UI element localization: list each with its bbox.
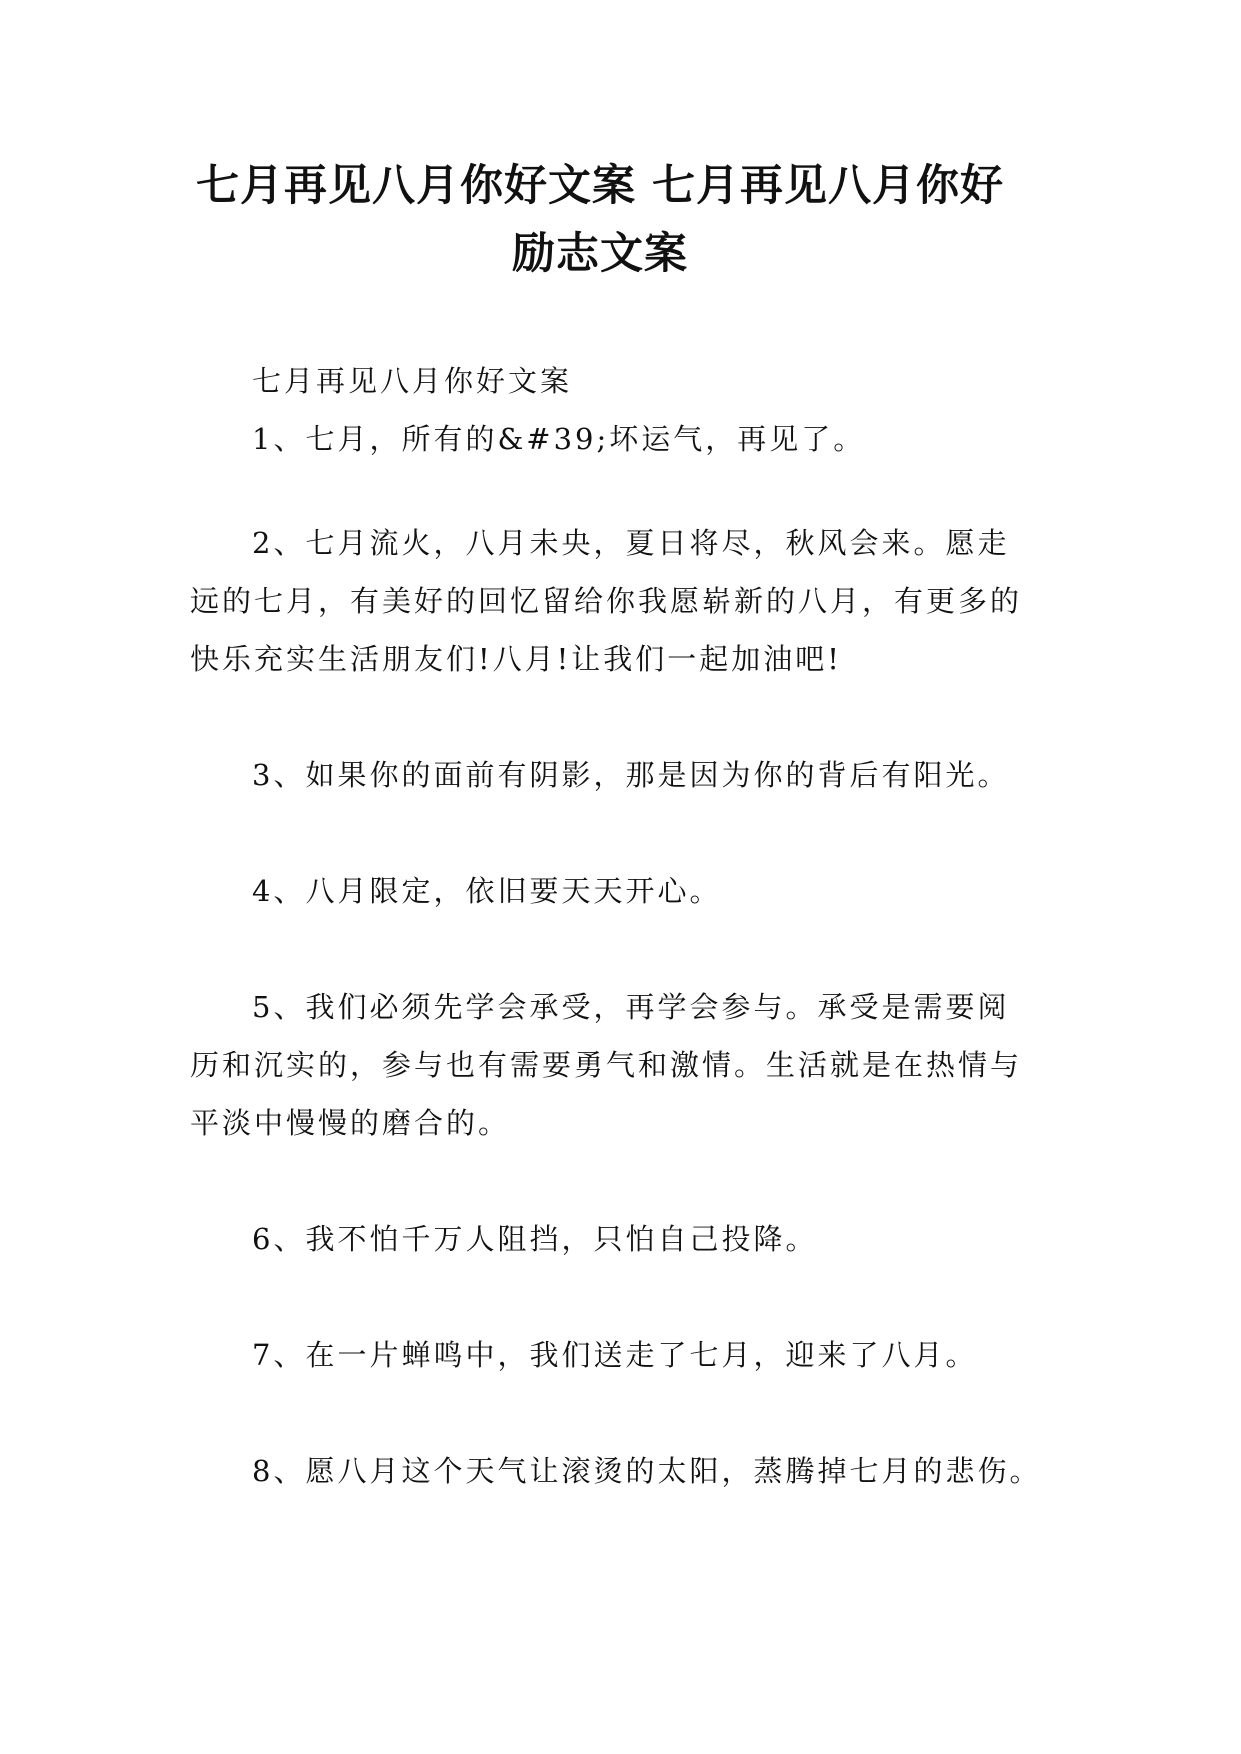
- item-6-line-1: 6、我不怕千万人阻挡，只怕自己投降。: [252, 1222, 818, 1256]
- item-2-line-3: 快乐充实生活朋友们!八月!让我们一起加油吧!: [190, 642, 842, 676]
- item-2-line-2: 远的七月，有美好的回忆留给你我愿崭新的八月，有更多的: [190, 584, 1023, 618]
- section-subheading: 七月再见八月你好文案: [252, 364, 573, 398]
- list-item-4: [190, 862, 1060, 920]
- item-3-line-1: 3、如果你的面前有阴影，那是因为你的背后有阳光。: [252, 758, 1010, 792]
- list-item-2: [190, 514, 1060, 688]
- item-7-line-1: 7、在一片蝉鸣中，我们送走了七月，迎来了八月。: [252, 1338, 978, 1372]
- item-5-line-1: 5、我们必须先学会承受，再学会参与。承受是需要阅: [252, 990, 1010, 1024]
- title-line-2: 励志文案: [512, 229, 688, 279]
- item-8-line-1: 8、愿八月这个天气让滚烫的太阳，蒸腾掉七月的悲伤。: [252, 1454, 1042, 1488]
- list-item-1: [190, 410, 1060, 468]
- item-4-line-1: 4、八月限定，依旧要天天开心。: [252, 874, 722, 908]
- list-item-8: [190, 1442, 1060, 1500]
- list-item-7: [190, 1326, 1060, 1384]
- item-2-line-1: 2、七月流火，八月未央，夏日将尽，秋风会来。愿走: [252, 526, 1010, 560]
- document-title: [150, 152, 1050, 288]
- item-5-line-2: 历和沉实的，参与也有需要勇气和激情。生活就是在热情与: [190, 1048, 1023, 1082]
- item-1-line-1: 1、七月，所有的&#39;坏运气，再见了。: [252, 422, 866, 456]
- list-item-3: [190, 746, 1060, 804]
- document-body: [190, 352, 1060, 1558]
- list-item-6: [190, 1210, 1060, 1268]
- list-item-5: [190, 978, 1060, 1152]
- title-line-1: 七月再见八月你好文案 七月再见八月你好: [196, 161, 1004, 211]
- item-5-line-3: 平淡中慢慢的磨合的。: [190, 1106, 511, 1140]
